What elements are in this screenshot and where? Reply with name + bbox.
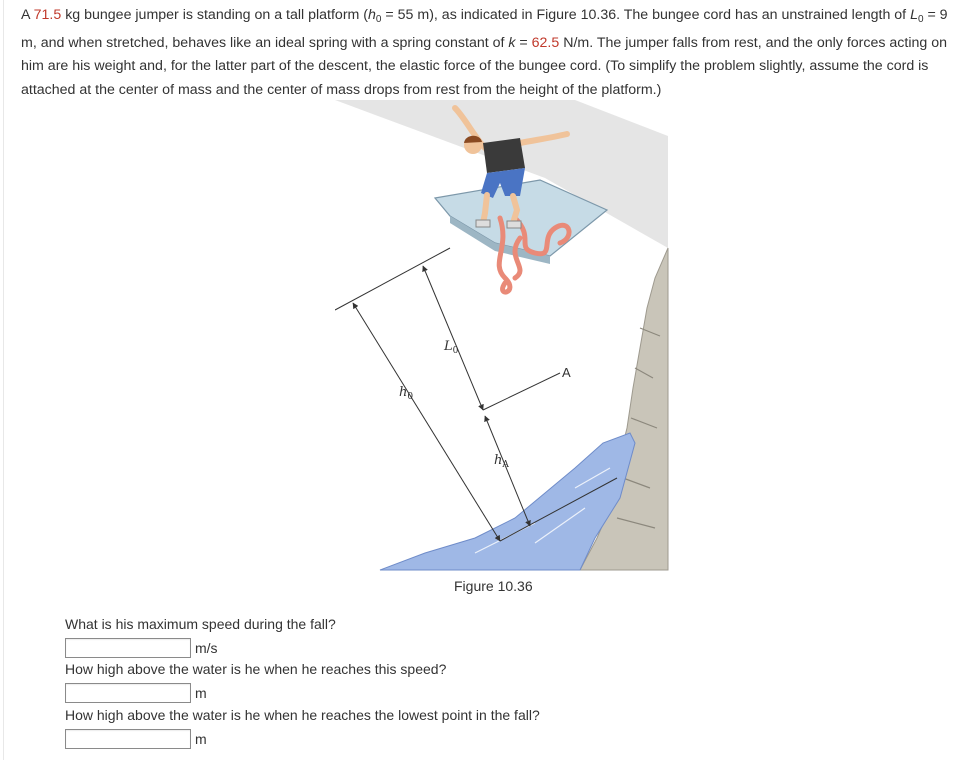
label-hA: $h_A$ <box>494 453 509 470</box>
h0-symbol: h <box>368 7 376 23</box>
point-A-reference-line <box>483 373 560 410</box>
problem-text-5: = <box>515 34 532 51</box>
max-speed-input[interactable] <box>65 638 191 658</box>
jumper-shoe-right <box>507 221 521 228</box>
label-L0: $L_0$ <box>444 339 459 356</box>
k-symbol: k <box>508 34 516 51</box>
problem-text-4: = 9 m, and when stretched, behaves like an ideal spring with a spring constant of <box>21 7 948 51</box>
spring-constant-value: 62.5 <box>531 34 560 51</box>
problem-text-1: A <box>21 7 34 23</box>
answer-row-max-speed <box>65 637 218 659</box>
L0-symbol: L <box>910 7 918 23</box>
question-height-at-max-speed: How high above the water is he when he reaches this speed? <box>65 661 447 677</box>
lowest-point-height-input[interactable] <box>65 729 191 749</box>
L0-dimension-arrow <box>423 266 483 410</box>
label-h0: $h_0$ <box>399 385 414 402</box>
h0-subscript: 0 <box>375 14 382 25</box>
bungee-figure-svg <box>335 98 670 573</box>
answer-row-height-at-max-speed <box>65 682 207 704</box>
question-max-speed: What is his maximum speed during the fall? <box>65 616 336 632</box>
mass-value: 71.5 <box>33 7 62 23</box>
jumper-leg-left <box>483 195 487 223</box>
lowest-point-height-unit: m <box>195 731 207 747</box>
height-at-max-speed-unit: m <box>195 685 207 701</box>
answer-row-lowest-point-height <box>65 728 207 750</box>
max-speed-unit: m/s <box>195 640 218 656</box>
hA-dimension-arrow <box>485 416 530 526</box>
question-lowest-point-height: How high above the water is he when he reaches the lowest point in the fall? <box>65 707 540 723</box>
platform-reference-line <box>335 248 450 310</box>
problem-statement <box>21 4 961 102</box>
jumper-shirt <box>483 138 525 173</box>
left-border-line <box>3 0 4 760</box>
problem-text-3: = 55 m), as indicated in Figure 10.36. The bungee cord has an unstrained length of <box>381 7 911 23</box>
h0-dimension-arrow <box>353 303 500 541</box>
problem-text-6: N/m. The jumper falls from rest, and the only forces acting on him are his weight and, for the latter part of the descent, the elastic force of the bungee cord. (To simplify the problem slightly, assume the cord is attached at the center of mass and the center of mass drops from rest from the height of the platform.) <box>21 34 947 98</box>
problem-text-2: kg bungee jumper is standing on a tall platform ( <box>61 7 369 23</box>
height-at-max-speed-input[interactable] <box>65 683 191 703</box>
figure-caption: Figure 10.36 <box>454 578 533 594</box>
bungee-figure <box>335 98 670 573</box>
L0-subscript: 0 <box>917 14 924 25</box>
label-A: A <box>562 365 571 380</box>
jumper-shoe-left <box>476 220 490 227</box>
